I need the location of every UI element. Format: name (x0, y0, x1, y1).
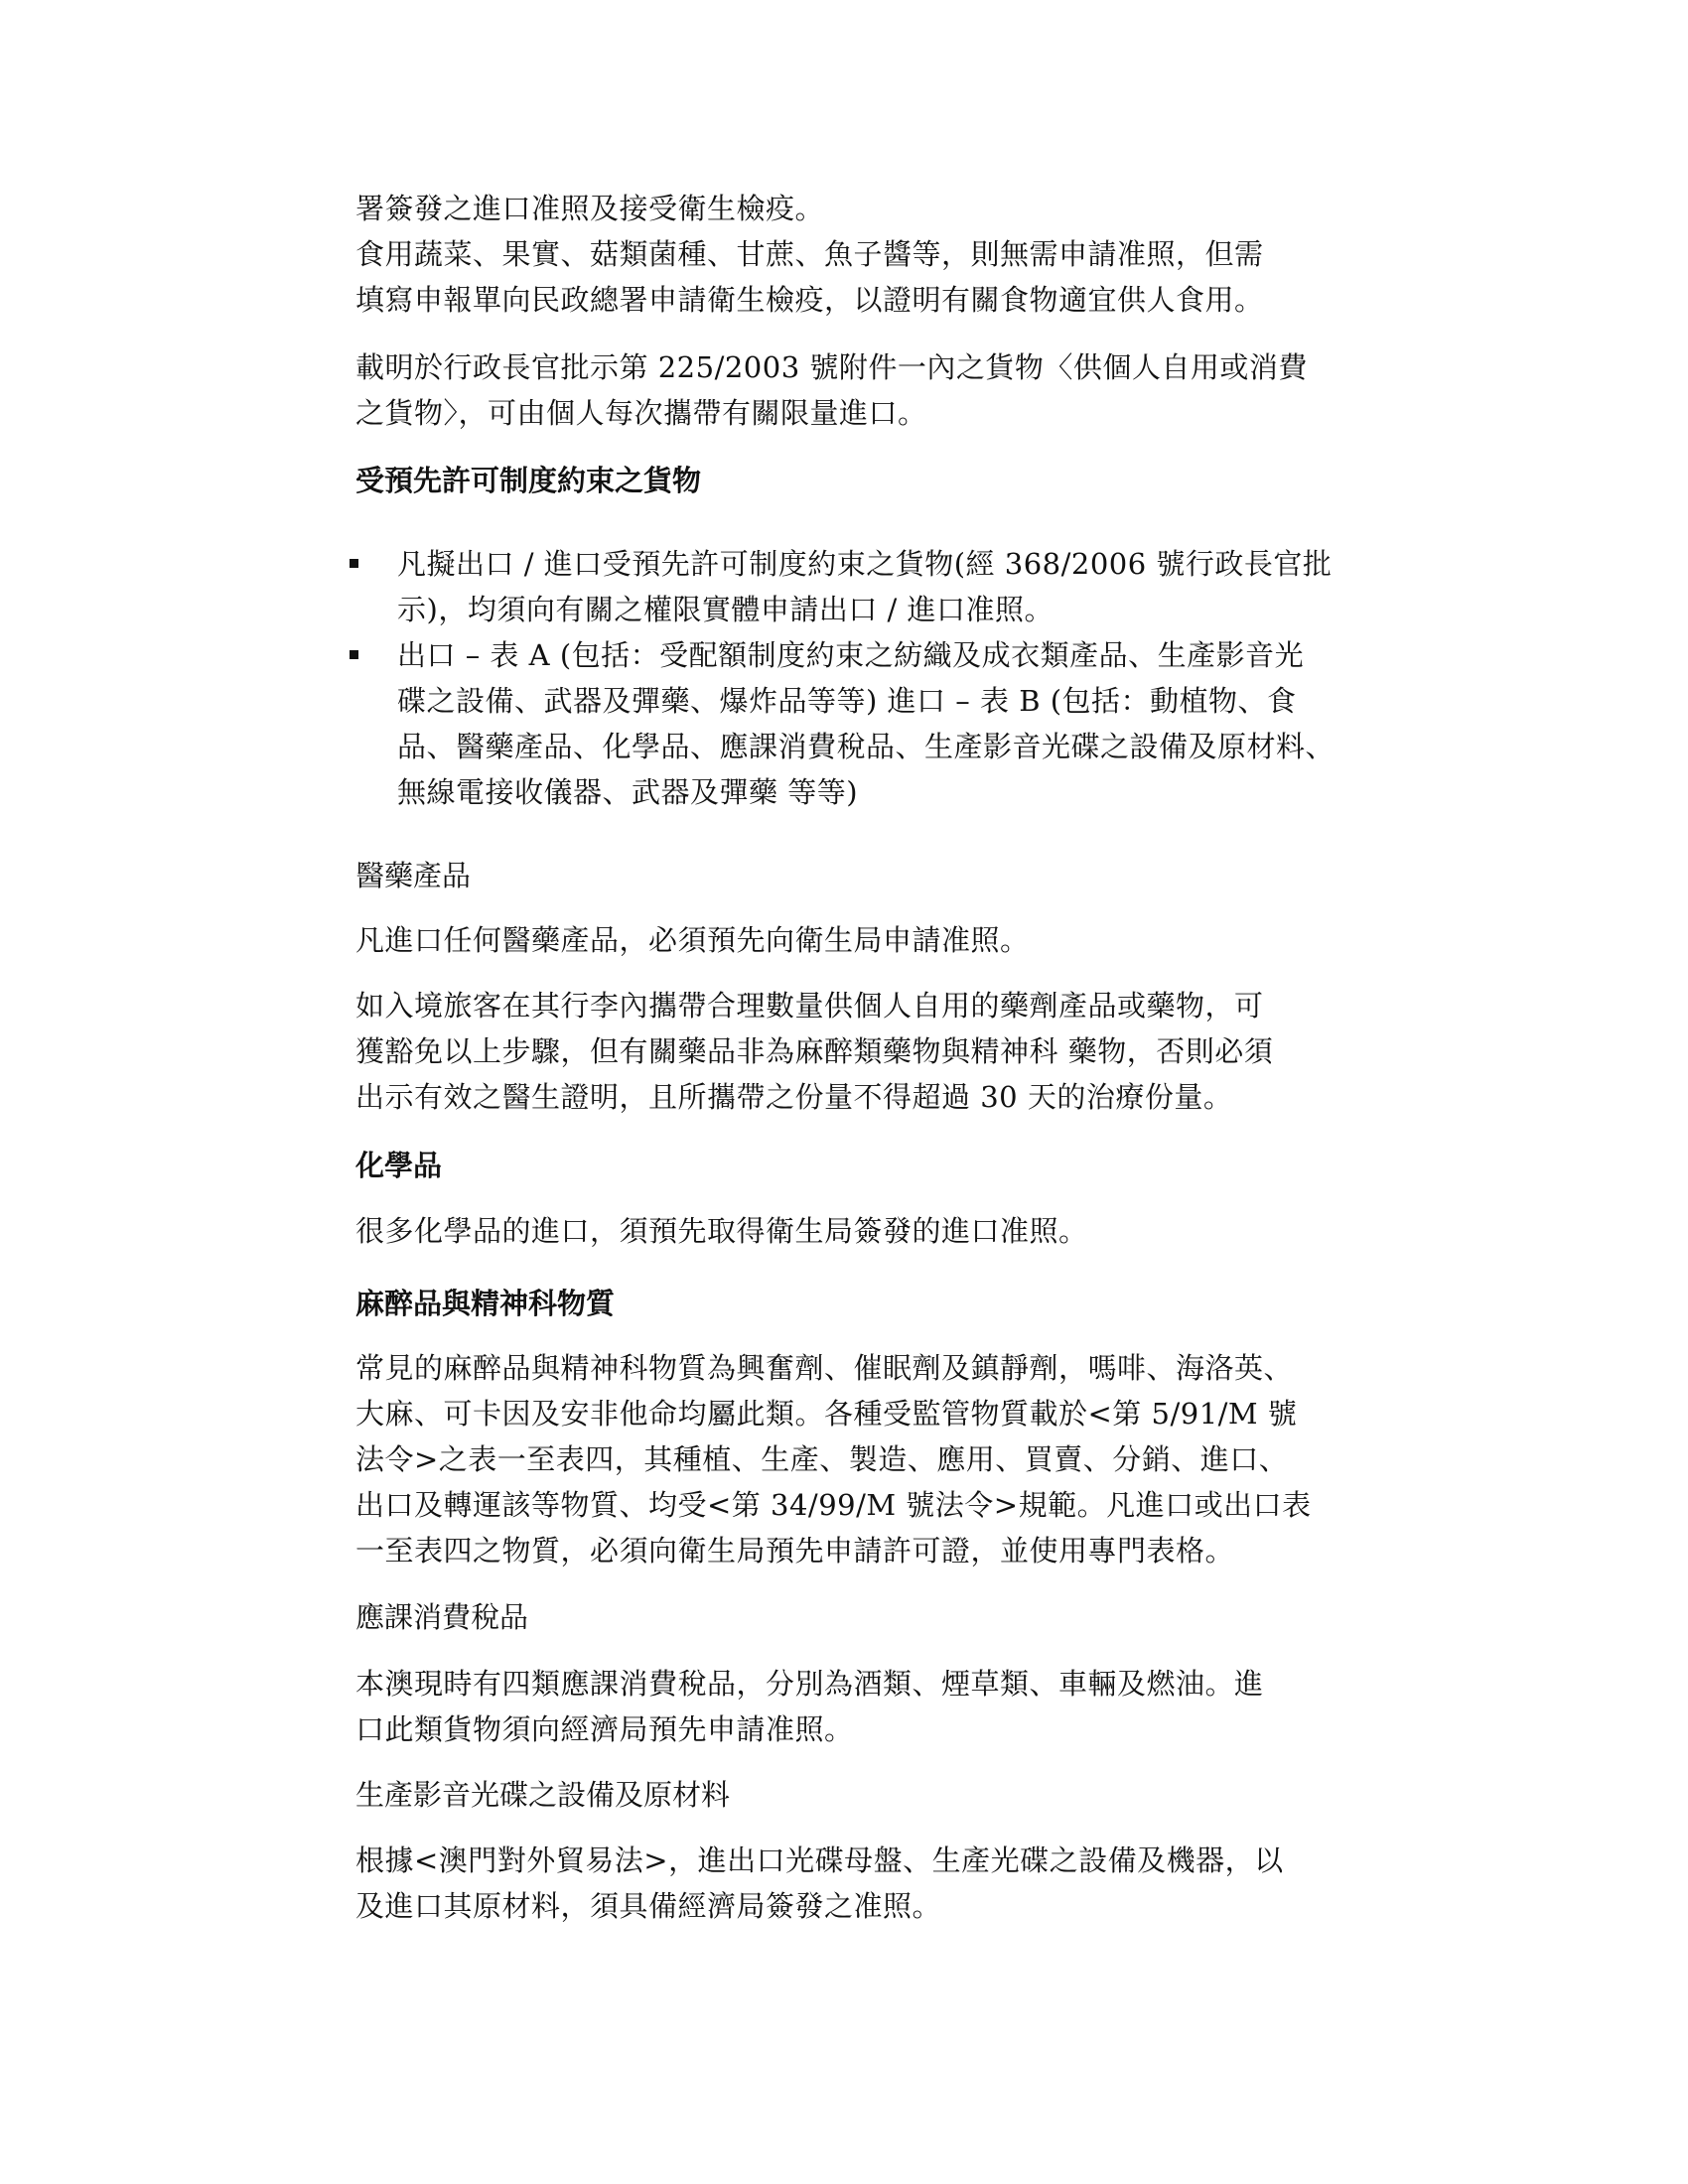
text-line: 凡進口任何醫藥產品，必須預先向衛生局申請准照。 (355, 923, 1030, 957)
disc-equipment-paragraph-1 (355, 1838, 1388, 1929)
text-line: 及進口其原材料，須具備經濟局簽發之准照。 (355, 1889, 942, 1923)
text-line: 示)，均須向有關之權限實體申請出口 / 進口准照。 (397, 593, 1055, 626)
prior-license-bullet-list (348, 541, 1400, 815)
section-heading-pharma: 醫藥產品 (355, 859, 472, 892)
text-line: 出示有效之醫生證明，且所攜帶之份量不得超過 30 天的治療份量。 (355, 1080, 1233, 1114)
text-line: 無線電接收儀器、武器及彈藥 等等) (397, 775, 859, 809)
section-heading-chemicals: 化學品 (355, 1149, 443, 1182)
section-heading-disc-equipment: 生產影音光碟之設備及原材料 (355, 1778, 731, 1812)
text-line: 如入境旅客在其行李內攜帶合理數量供個人自用的藥劑產品或藥物，可 (355, 989, 1264, 1023)
bullet-marker-icon (348, 632, 357, 678)
text-line: 一至表四之物質，必須向衛生局預先申請許可證，並使用專門表格。 (355, 1534, 1235, 1568)
text-line: 大麻、可卡因及安非他命均屬此類。各種受監管物質載於<第 5/91/M 號 (355, 1397, 1298, 1431)
chemicals-paragraph-1 (355, 1208, 1388, 1254)
bullet-marker-icon (348, 541, 357, 587)
text-line: 很多化學品的進口，須預先取得衛生局簽發的進口准照。 (355, 1214, 1088, 1248)
intro-paragraph-1 (355, 186, 1388, 323)
text-line: 本澳現時有四類應課消費稅品，分別為酒類、煙草類、車輛及燃油。進 (355, 1667, 1264, 1701)
section-heading-prior-license: 受預先許可制度約束之貨物 (355, 464, 702, 497)
bullet-item (348, 632, 1400, 815)
text-line: 填寫申報單向民政總署申請衛生檢疫，以證明有關食物適宜供人食用。 (355, 283, 1264, 317)
text-line: 食用蔬菜、果實、菇類菌種、甘蔗、魚子醬等，則無需申請准照，但需 (355, 237, 1264, 271)
pharma-paragraph-2 (355, 983, 1388, 1120)
narcotics-paragraph-1 (355, 1345, 1388, 1573)
text-line: 品、醫藥產品、化學品、應課消費稅品、生產影音光碟之設備及原材料、 (397, 730, 1336, 763)
intro-paragraph-2 (355, 344, 1388, 436)
text-line: 根據<澳門對外貿易法>，進出口光碟母盤、生產光碟之設備及機器，以 (355, 1843, 1284, 1877)
text-line: 口此類貨物須向經濟局預先申請准照。 (355, 1712, 854, 1746)
text-line: 出口及轉運該等物質、均受<第 34/99/M 號法令>規範。凡進口或出口表 (355, 1488, 1312, 1522)
text-line: 法令>之表一至表四，其種植、生產、製造、應用、買賣、分銷、進口、 (355, 1442, 1289, 1476)
text-line: 常見的麻醉品與精神科物質為興奮劑、催眠劑及鎮靜劑，嗎啡、海洛英、 (355, 1351, 1294, 1385)
text-line: 載明於行政長官批示第 225/2003 號附件一內之貨物〈供個人自用或消費 (355, 350, 1308, 384)
text-line: 凡擬出口 / 進口受預先許可制度約束之貨物(經 368/2006 號行政長官批 (397, 547, 1333, 581)
excise-paragraph-1 (355, 1661, 1388, 1752)
section-heading-narcotics: 麻醉品與精神科物質 (355, 1287, 616, 1320)
text-line: 出口 – 表 A (包括：受配額制度約束之紡織及成衣類產品、生產影音光 (397, 638, 1305, 672)
section-heading-excise: 應課消費稅品 (355, 1600, 529, 1634)
text-line: 署簽發之進口准照及接受衛生檢疫。 (355, 192, 825, 225)
text-line: 之貨物〉，可由個人每次攜帶有關限量進口。 (355, 396, 927, 430)
bullet-item (348, 541, 1400, 632)
text-line: 碟之設備、武器及彈藥、爆炸品等等) 進口 – 表 B (包括：動植物、食 (397, 684, 1297, 718)
pharma-paragraph-1 (355, 917, 1388, 963)
text-line: 獲豁免以上步驟，但有關藥品非為麻醉類藥物與精神科 藥物，否則必須 (355, 1034, 1274, 1068)
